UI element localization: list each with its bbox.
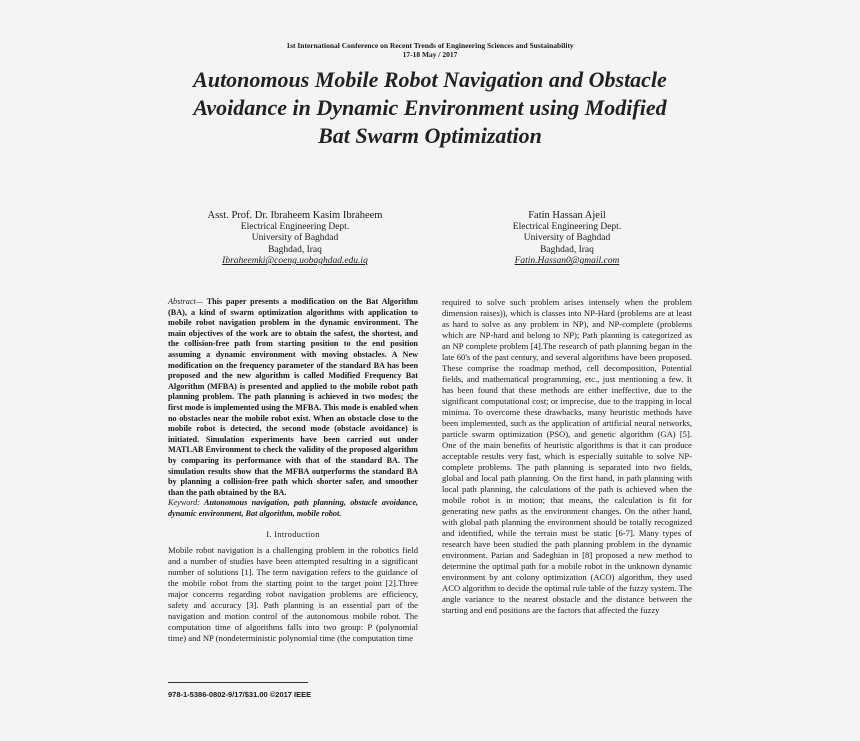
abstract-text: This paper presents a modification on the Bat Algorithm (BA), a kind of swarm optimization algorithms with application to mobile robot navigation problem in the dynamic environment. The main objectives of the work are to obtain the safest, the shortest, and the collision-free path from starting position to the end position assuming a dynamic environment with moving obstacles. A New modification on the frequency parameter of the standard BA has been proposed and the new algorithm is called Modified Frequency Bat Algorithm (MFBA) is presented and applied to the mobile robot path planning problem. The path planning is achieved in two modes; the first mode is implemented using the MFBA. This mode is enabled when no obstacles near the mobile robot exist. When an obstacle close to the mobile robot is detected, the second mode (obstacle avoidance) is initiated. Simulation experiments have been carried out under MATLAB Environment to check the validity of the proposed algorithm by comparing its performance with that of the standard BA. The simulation results show that the MFBA outperforms the standard BA by planning a collision-free path which shorter safer, and smoother than the path obtained by the BA.: [168, 297, 418, 497]
author-university: University of Baghdad: [251, 233, 339, 243]
author-block-1: [165, 210, 425, 268]
author-email[interactable]: Ibraheemki@coeng.uobaghdad.edu.iq: [222, 256, 368, 266]
keywords-text: Autonomous navigation, path planning, obstacle avoidance, dynamic environment, Bat algorithm, mobile robot.: [168, 498, 418, 518]
author-dept: Electrical Engineering Dept.: [512, 221, 622, 232]
intro-paragraph-right: required to solve such problem arises intensely when the problem dimension raises)), which is classes into NP-Hard (problems are at least as hard to solve as any problem in NP), and NP-complete (problems which are NP-hard and belong to NP); Path planning is categorized as an NP complete problem [4].The research of path planning began in the late 60's of the past century, and several algorithms have been proposed. These comprise the roadmap method, cell decomposition, Potential fields, and mathematical programming, etc., just mentioning a few. It has been found that these methods are either ineffective, due to the significant computational cost; or imprecise, due to the trapping in local minima. To overcome these drawbacks, many heuristic methods have been implemented, such as the application of artificial neural networks, particle swarm optimization (PSO), and genetic algorithm (GA) [5]. One of the main benefits of heuristic algorithms is that it can produce acceptable results very fast, which is especially suitable to solve NP-complete problems. The path planning is separated into two fields, global and local path planning. On the first hand, in path planning with local path planning, the calculations of the path is achieved when the mobile robot is in motion; that means, the calculation is fit for generating new paths as the environment changes. On the other hand, with global path planning the environment should be totally recognized and identified, while the terrain must be static [6-7]. Many types of research have been studied the path planning problem in the dynamic environment. Parian and Sadeghian in [8] proposed a new method to determine the optimal path for a mobile robot in the unknown dynamic environment by ant colony optimization (ACO) algorithm, they used ACO algorithm to decide the optimal rule table of the fuzzy system. The angle variance to the nearest obstacle and the distance between the starting and end positions are the factors that affected the fuzzy: [442, 297, 692, 615]
title-line-1: Autonomous Mobile Robot Navigation and Obstacle: [193, 67, 667, 92]
author-city: Baghdad, Iraq: [540, 244, 594, 255]
footer-rule: [168, 682, 308, 683]
author-city: Baghdad, Iraq: [268, 244, 322, 255]
conference-header: [0, 41, 860, 59]
left-column: [168, 297, 418, 644]
title-line-3: Bat Swarm Optimization: [318, 123, 542, 148]
title-line-2: Avoidance in Dynamic Environment using Modified: [193, 95, 667, 120]
abstract-lead: Abstract—: [168, 297, 204, 306]
paper-title: [100, 66, 760, 150]
author-name: Fatin Hassan Ajeil: [528, 210, 606, 221]
right-column: [442, 297, 692, 616]
author-dept: Electrical Engineering Dept.: [240, 221, 350, 232]
abstract: [168, 297, 418, 498]
keywords-lead: Keyword:: [168, 498, 200, 508]
conference-name: 1st International Conference on Recent Trends of Engineering Sciences and Sustainability: [286, 41, 574, 50]
conference-date: 17-18 May / 2017: [402, 50, 458, 59]
intro-paragraph-left: Mobile robot navigation is a challenging problem in the robotics field and a number of studies have been attempted resulting in a significant number of solutions [1]. The term navigation refers to the guidance of the mobile robot from the starting point to the target point [2].Three major concerns regarding robot navigation problems are efficiency, safety and accuracy [3]. Path planning is an essential part of the navigation and motion control of the autonomous mobile robot. The computation time of algorithms falls into two group: P (polynomial time) and NP (nondeterministic polynomial time (the computation time: [168, 545, 418, 644]
author-university: University of Baghdad: [523, 233, 611, 243]
author-email[interactable]: Fatin.Hassan0@gmail.com: [514, 256, 620, 266]
section-heading-introduction: I. Introduction: [266, 529, 320, 540]
copyright-footer: 978-1-5386-0802-9/17/$31.00 ©2017 IEEE: [168, 690, 312, 699]
author-block-2: [437, 210, 697, 268]
author-name: Asst. Prof. Dr. Ibraheem Kasim Ibraheem: [207, 210, 383, 221]
keywords: [168, 498, 418, 519]
